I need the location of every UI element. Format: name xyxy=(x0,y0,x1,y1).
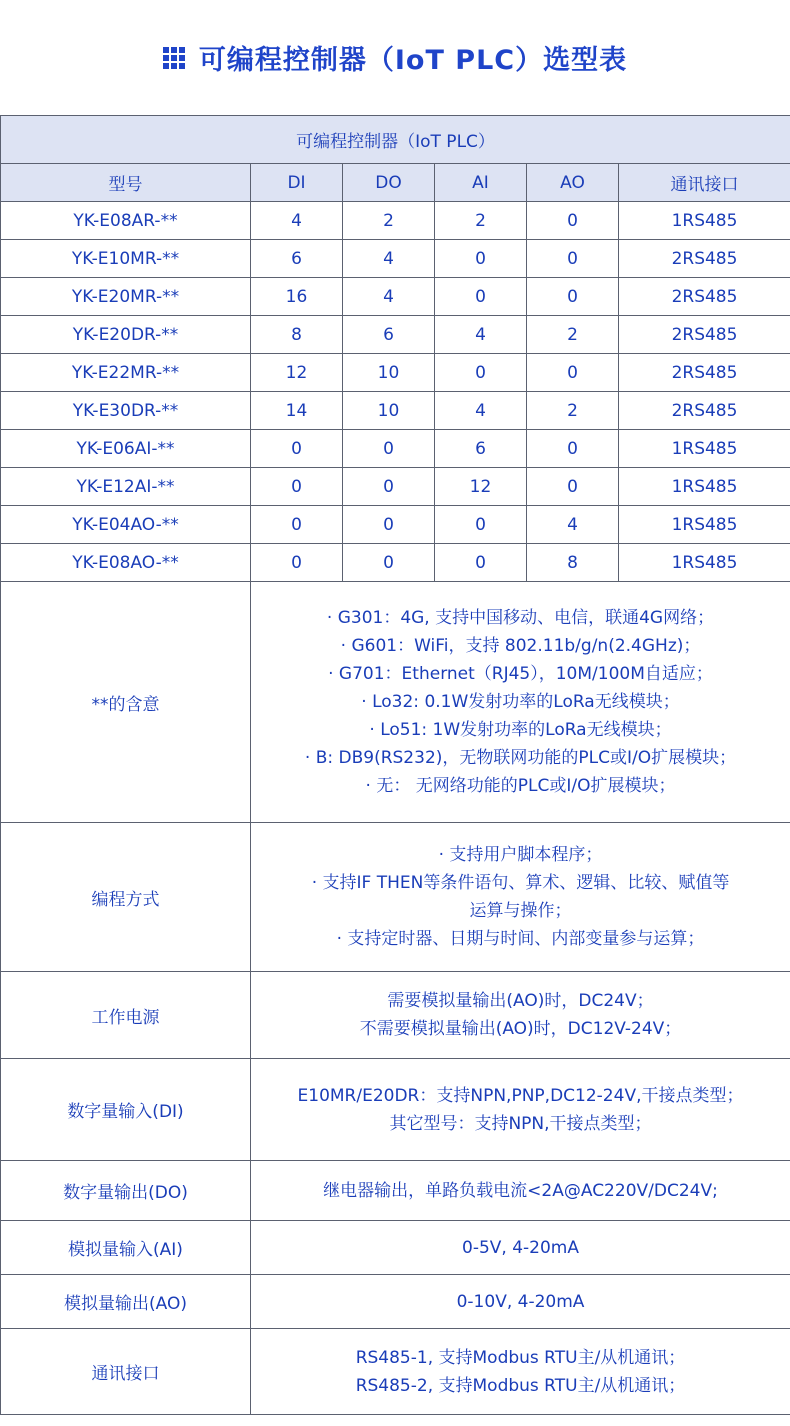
column-header-interface: 通讯接口 xyxy=(619,164,790,202)
cell-interface: 2RS485 xyxy=(619,240,790,278)
spec-line: · Lo32: 0.1W发射功率的LoRa无线模块； xyxy=(361,692,680,712)
cell-ao: 2 xyxy=(527,392,619,430)
cell-interface: 1RS485 xyxy=(619,468,790,506)
cell-di: 6 xyxy=(251,240,343,278)
spec-row xyxy=(1,1059,790,1161)
table-row xyxy=(1,278,790,316)
cell-ai: 0 xyxy=(435,278,527,316)
cell-interface: 2RS485 xyxy=(619,278,790,316)
spec-line: 运算与操作； xyxy=(469,901,572,921)
spec-line: · 支持IF THEN等条件语句、算术、逻辑、比较、赋值等 xyxy=(311,873,730,893)
cell-ao: 0 xyxy=(527,430,619,468)
cell-interface: 1RS485 xyxy=(619,202,790,240)
spec-line: · 支持用户脚本程序； xyxy=(438,845,603,865)
cell-do: 0 xyxy=(343,430,435,468)
spec-label: 数字量输入(DI) xyxy=(1,1059,251,1161)
cell-interface: 1RS485 xyxy=(619,506,790,544)
cell-ai: 0 xyxy=(435,544,527,582)
cell-ai: 12 xyxy=(435,468,527,506)
cell-model: YK-E08AR-** xyxy=(1,202,251,240)
column-header-do: DO xyxy=(343,164,435,202)
cell-di: 4 xyxy=(251,202,343,240)
spec-description xyxy=(251,1059,790,1161)
spec-line: 其它型号：支持NPN,干接点类型； xyxy=(389,1113,652,1134)
cell-ao: 0 xyxy=(527,278,619,316)
spec-line: · G601：WiFi，支持 802.11b/g/n(2.4GHz)； xyxy=(340,636,701,656)
cell-do: 4 xyxy=(343,240,435,278)
spec-description xyxy=(251,1329,790,1415)
cell-model: YK-E22MR-** xyxy=(1,354,251,392)
spec-row xyxy=(1,1221,790,1275)
spec-description xyxy=(251,1161,790,1221)
cell-model: YK-E06AI-** xyxy=(1,430,251,468)
cell-do: 2 xyxy=(343,202,435,240)
table-row xyxy=(1,392,790,430)
cell-interface: 2RS485 xyxy=(619,392,790,430)
cell-di: 14 xyxy=(251,392,343,430)
spec-label: 模拟量输出(AO) xyxy=(1,1275,251,1329)
cell-do: 0 xyxy=(343,468,435,506)
spec-line: RS485-2, 支持Modbus RTU主/从机通讯； xyxy=(355,1375,686,1396)
spec-line: · Lo51: 1W发射功率的LoRa无线模块； xyxy=(369,720,672,740)
cell-ai: 0 xyxy=(435,506,527,544)
cell-ao: 4 xyxy=(527,506,619,544)
cell-do: 6 xyxy=(343,316,435,354)
cell-do: 10 xyxy=(343,354,435,392)
cell-di: 0 xyxy=(251,506,343,544)
cell-ai: 4 xyxy=(435,392,527,430)
cell-model: YK-E10MR-** xyxy=(1,240,251,278)
spec-label: 数字量输出(DO) xyxy=(1,1161,251,1221)
cell-di: 0 xyxy=(251,468,343,506)
page-title: 可编程控制器（IoT PLC）选型表 xyxy=(198,45,628,76)
spec-label: 模拟量输入(AI) xyxy=(1,1221,251,1275)
spec-line: · G301：4G, 支持中国移动、电信，联通4G网络； xyxy=(326,608,715,628)
cell-interface: 1RS485 xyxy=(619,430,790,468)
spec-line: 不需要模拟量输出(AO)时，DC12V-24V； xyxy=(359,1019,682,1039)
cell-do: 0 xyxy=(343,544,435,582)
spec-label: 通讯接口 xyxy=(1,1329,251,1415)
spec-label: **的含意 xyxy=(1,582,251,823)
cell-di: 0 xyxy=(251,430,343,468)
column-header-ai: AI xyxy=(435,164,527,202)
cell-model: YK-E30DR-** xyxy=(1,392,251,430)
cell-ai: 4 xyxy=(435,316,527,354)
cell-model: YK-E08AO-** xyxy=(1,544,251,582)
spec-line: · G701：Ethernet（RJ45），10M/100M自适应； xyxy=(328,664,713,684)
spec-description xyxy=(251,972,790,1059)
table-band-title: 可编程控制器（IoT PLC） xyxy=(1,116,790,164)
cell-di: 8 xyxy=(251,316,343,354)
cell-ai: 0 xyxy=(435,240,527,278)
cell-interface: 1RS485 xyxy=(619,544,790,582)
cell-ao: 0 xyxy=(527,354,619,392)
table-band-title-row xyxy=(1,116,790,164)
table-row xyxy=(1,430,790,468)
column-header-model: 型号 xyxy=(1,164,251,202)
table-row xyxy=(1,354,790,392)
cell-ao: 2 xyxy=(527,316,619,354)
spec-description xyxy=(251,1221,790,1275)
cell-ao: 8 xyxy=(527,544,619,582)
table-row xyxy=(1,202,790,240)
spec-line: 0-10V, 4-20mA xyxy=(456,1291,585,1312)
spec-line: · 无： 无网络功能的PLC或I/O扩展模块； xyxy=(365,776,676,796)
spec-line: E10MR/E20DR：支持NPN,PNP,DC12-24V,干接点类型； xyxy=(297,1085,744,1106)
cell-model: YK-E04AO-** xyxy=(1,506,251,544)
cell-interface: 2RS485 xyxy=(619,354,790,392)
column-header-di: DI xyxy=(251,164,343,202)
table-row xyxy=(1,468,790,506)
table-row xyxy=(1,506,790,544)
cell-model: YK-E20DR-** xyxy=(1,316,251,354)
cell-ao: 0 xyxy=(527,202,619,240)
spec-row xyxy=(1,823,790,972)
spec-label: 工作电源 xyxy=(1,972,251,1059)
table-row xyxy=(1,544,790,582)
cell-interface: 2RS485 xyxy=(619,316,790,354)
spec-line: 需要模拟量输出(AO)时，DC24V； xyxy=(387,991,654,1011)
table-row xyxy=(1,316,790,354)
cell-do: 0 xyxy=(343,506,435,544)
cell-ai: 6 xyxy=(435,430,527,468)
spec-row xyxy=(1,1275,790,1329)
cell-di: 12 xyxy=(251,354,343,392)
spec-description xyxy=(251,1275,790,1329)
cell-ao: 0 xyxy=(527,240,619,278)
spec-description xyxy=(251,582,790,823)
spec-row xyxy=(1,1161,790,1221)
table-row xyxy=(1,240,790,278)
spec-row xyxy=(1,972,790,1059)
cell-ao: 0 xyxy=(527,468,619,506)
cell-do: 10 xyxy=(343,392,435,430)
cell-di: 0 xyxy=(251,544,343,582)
cell-ai: 2 xyxy=(435,202,527,240)
spec-line: 0-5V, 4-20mA xyxy=(462,1237,579,1258)
spec-line: RS485-1, 支持Modbus RTU主/从机通讯； xyxy=(355,1347,686,1368)
page-header xyxy=(0,0,790,115)
column-header-ao: AO xyxy=(527,164,619,202)
title-wrap xyxy=(163,38,627,77)
table-header-row xyxy=(1,164,790,202)
cell-ai: 0 xyxy=(435,354,527,392)
spec-description xyxy=(251,823,790,972)
spec-line: · B: DB9(RS232)，无物联网功能的PLC或I/O扩展模块； xyxy=(304,748,737,768)
spec-line: · 支持定时器、日期与时间、内部变量参与运算； xyxy=(336,929,705,949)
cell-model: YK-E12AI-** xyxy=(1,468,251,506)
cell-model: YK-E20MR-** xyxy=(1,278,251,316)
spec-row xyxy=(1,582,790,823)
spec-line: 继电器输出，单路负载电流<2A@AC220V/DC24V; xyxy=(323,1180,718,1201)
cell-di: 16 xyxy=(251,278,343,316)
selection-table xyxy=(0,115,790,1415)
spec-row xyxy=(1,1329,790,1415)
spec-label: 编程方式 xyxy=(1,823,251,972)
grid-icon xyxy=(163,47,185,69)
cell-do: 4 xyxy=(343,278,435,316)
